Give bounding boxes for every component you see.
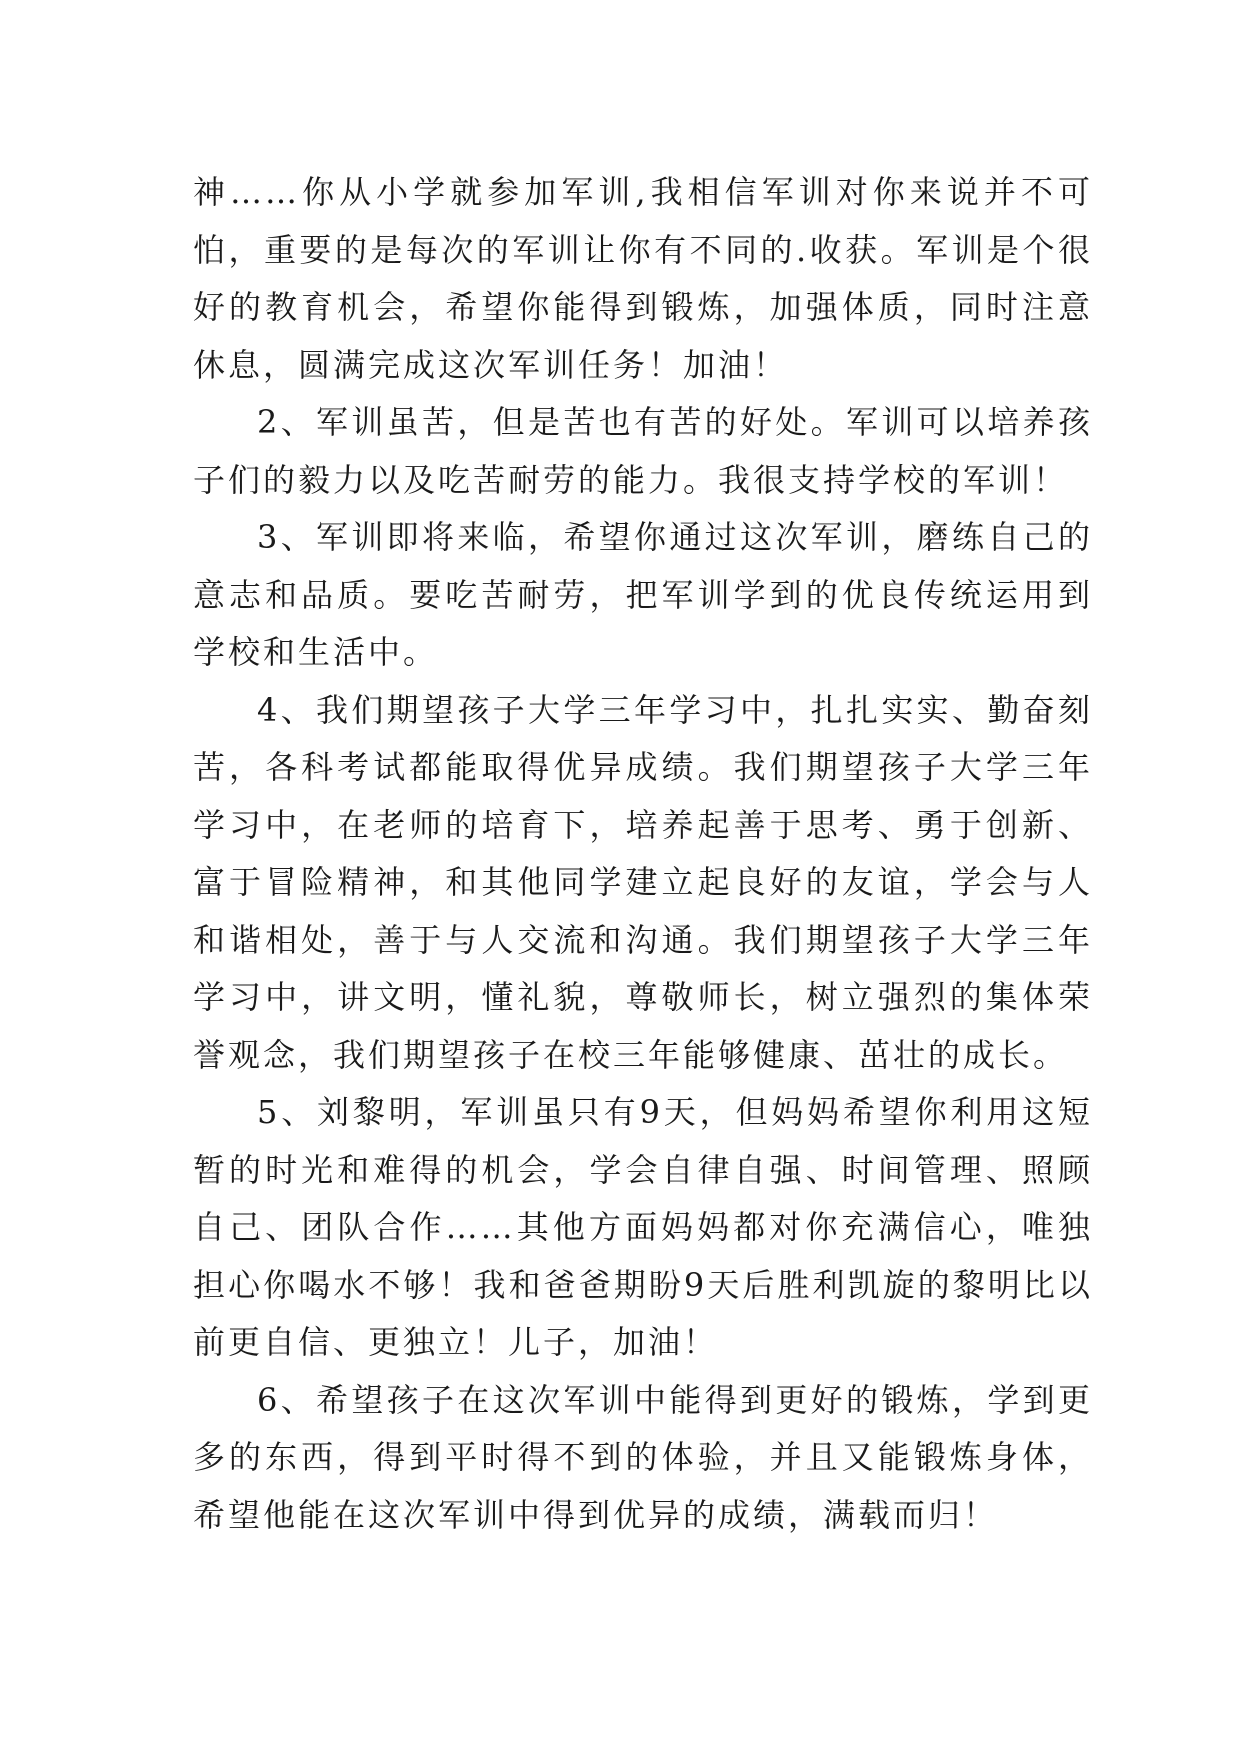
document-body bbox=[193, 164, 1093, 1544]
paragraph-item-6: 6、希望孩子在这次军训中能得到更好的锻炼，学到更多的东西，得到平时得不到的体验，并且又能锻炼身体，希望他能在这次军训中得到优异的成绩，满载而归！ bbox=[193, 1380, 1093, 1534]
paragraph-item-2: 2、军训虽苦，但是苦也有苦的好处。军训可以培养孩子们的毅力以及吃苦耐劳的能力。我很支持学校的军训！ bbox=[193, 403, 1093, 499]
paragraph-item-5: 5、刘黎明，军训虽只有9天，但妈妈希望你利用这短暂的时光和难得的机会，学会自律自强、时间管理、照顾自己、团队合作……其他方面妈妈都对你充满信心，唯独担心你喝水不够！我和爸爸期盼9天后胜利凯旋的黎明比以前更自信、更独立！儿子，加油！ bbox=[193, 1093, 1093, 1361]
paragraph-continuation: 神……你从小学就参加军训,我相信军训对你来说并不可怕，重要的是每次的军训让你有不同的.收获。军训是个很好的教育机会，希望你能得到锻炼，加强体质，同时注意休息，圆满完成这次军训任务！加油！ bbox=[193, 173, 1093, 384]
paragraph-item-3: 3、军训即将来临，希望你通过这次军训，磨练自己的意志和品质。要吃苦耐劳，把军训学到的优良传统运用到学校和生活中。 bbox=[193, 518, 1093, 671]
paragraph-item-4: 4、我们期望孩子大学三年学习中，扎扎实实、勤奋刻苦，各科考试都能取得优异成绩。我们期望孩子大学三年学习中，在老师的培育下，培养起善于思考、勇于创新、富于冒险精神，和其他同学建立起良好的友谊，学会与人和谐相处，善于与人交流和沟通。我们期望孩子大学三年学习中，讲文明，懂礼貌，尊敬师长，树立强烈的集体荣誉观念，我们期望孩子在校三年能够健康、茁壮的成长。 bbox=[193, 690, 1093, 1074]
